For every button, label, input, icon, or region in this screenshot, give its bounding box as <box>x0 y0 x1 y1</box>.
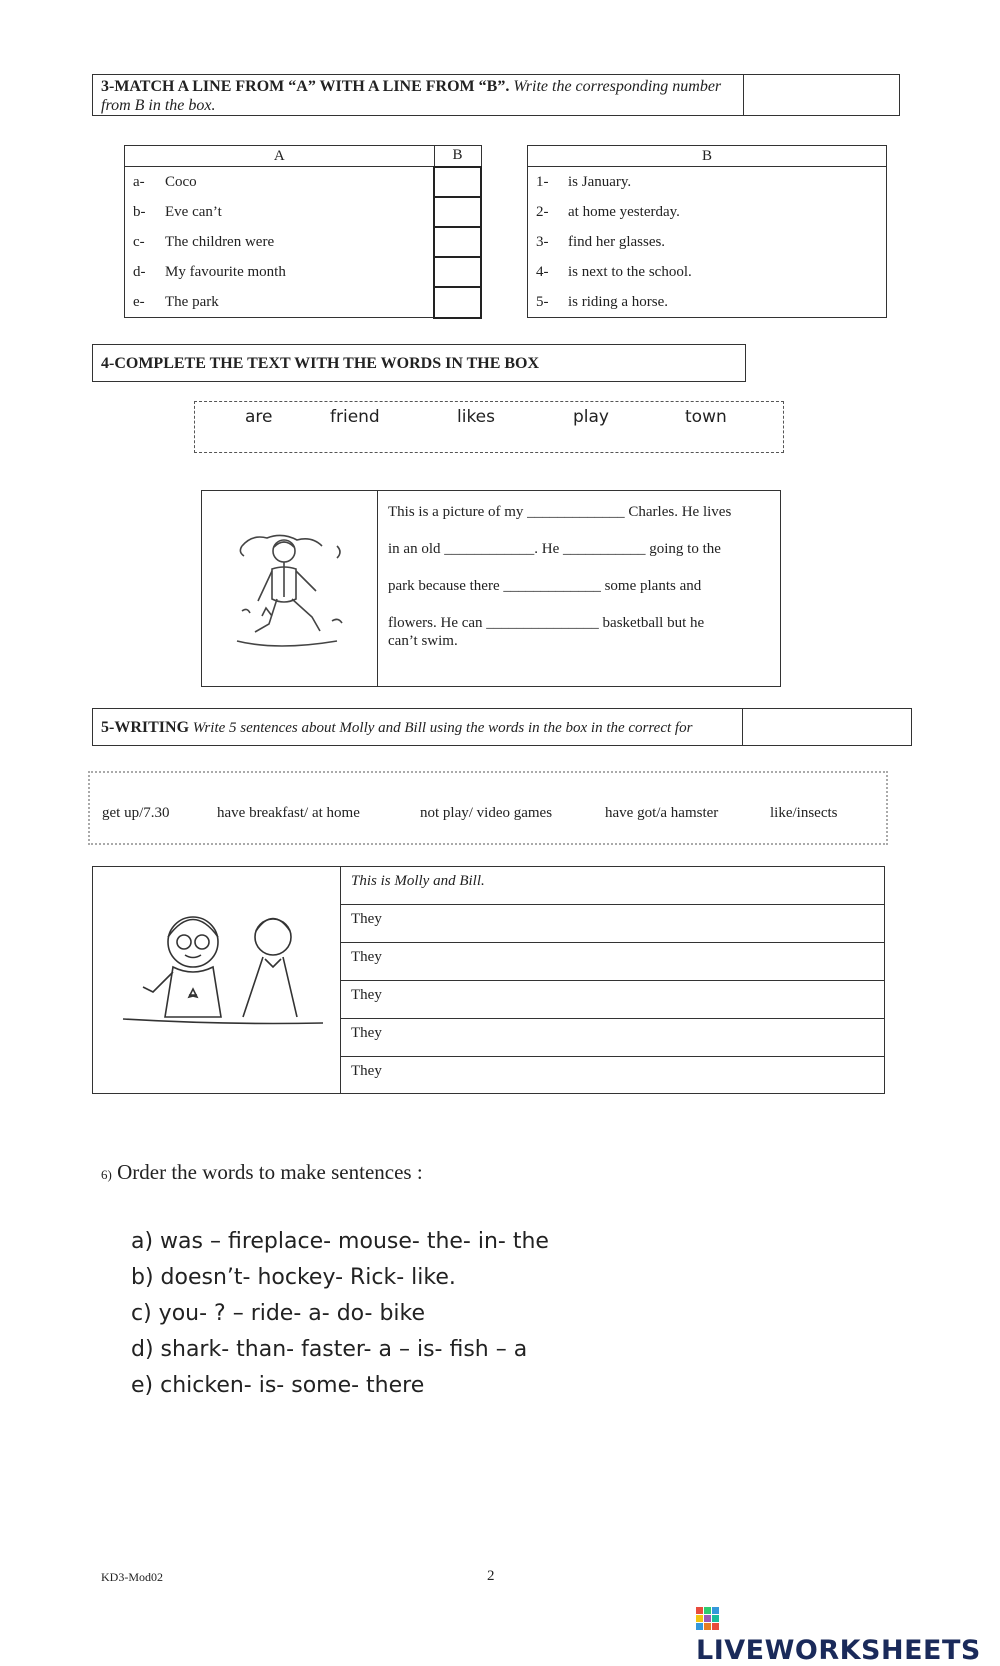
prompt-2: have breakfast/ at home <box>217 805 360 821</box>
text-line-2: in an old ____________. He ___________ going to the <box>388 541 721 557</box>
section5-score-box[interactable] <box>742 709 912 745</box>
item-1-number: 1- <box>536 173 549 190</box>
writing-line-5[interactable]: They <box>351 1063 382 1079</box>
text-line-3: park because there _____________ some plants and <box>388 578 702 594</box>
text-line-1: This is a picture of my _____________ Charles. He lives <box>388 504 732 520</box>
writing-line-intro: This is Molly and Bill. <box>341 867 885 905</box>
prompt-3: not play/ video games <box>420 805 553 821</box>
item-d-text: My favourite month <box>165 263 286 280</box>
charles-picture <box>202 491 378 686</box>
order-item-b: b) doesn’t- hockey- Rick- like. <box>131 1265 456 1290</box>
logo-icon <box>696 1607 720 1631</box>
answer-box-a[interactable] <box>434 167 481 198</box>
item-a-text: Coco <box>164 167 434 198</box>
order-list <box>131 1224 549 1404</box>
section3-title: 3-MATCH A LINE FROM “A” WITH A LINE FROM “B”. Write the corresponding number from B in the box. <box>101 78 722 114</box>
answer-box-c[interactable] <box>434 227 481 257</box>
item-e-letter: e- <box>125 287 165 318</box>
writing-line-1[interactable]: They <box>341 905 885 943</box>
section5-title: 5-WRITING Write 5 sentences about Molly and Bill using the words in the box in the correct for <box>101 719 693 736</box>
text-line-5: can’t swim. <box>388 633 458 649</box>
item-d-letter: d- <box>125 257 165 287</box>
order-item-d: d) shark- than- faster- a – is- fish – a <box>131 1337 528 1362</box>
item-2-number: 2- <box>536 203 549 220</box>
item-5-number: 5- <box>536 293 549 310</box>
item-3-text: find her glasses. <box>568 233 666 250</box>
item-4-number: 4- <box>536 263 549 280</box>
section3-header <box>92 74 900 116</box>
order-item-a: a) was – fireplace- mouse- the- in- the <box>131 1229 549 1254</box>
writing-line-4[interactable]: They <box>341 1019 885 1057</box>
children-icon <box>93 867 339 1093</box>
match-table-a <box>124 145 482 319</box>
molly-and-bill-picture <box>93 867 341 1093</box>
section4-header <box>92 344 746 382</box>
section6-title: 6) Order the words to make sentences : <box>101 1160 423 1184</box>
item-e-text: The park <box>164 287 434 318</box>
word-are: are <box>245 407 273 427</box>
order-item-e: e) chicken- is- some- there <box>131 1373 425 1398</box>
item-c-text: The children were <box>165 233 275 250</box>
item-a-letter: a- <box>125 167 165 198</box>
completion-text <box>388 501 773 667</box>
section3-score-box[interactable] <box>743 75 900 115</box>
word-likes: likes <box>457 407 496 427</box>
word-friend: friend <box>330 407 380 427</box>
word-town: town <box>685 407 727 427</box>
section4-title: 4-COMPLETE THE TEXT WITH THE WORDS IN THE BOX <box>101 355 540 372</box>
answer-box-e[interactable] <box>434 287 481 318</box>
answer-box-b[interactable] <box>434 197 481 227</box>
item-b-letter: b- <box>125 197 165 227</box>
liveworksheets-logo: LIVEWORKSHEETS <box>696 1604 1000 1666</box>
page-number: 2 <box>487 1568 495 1584</box>
writing-line-3[interactable]: They <box>341 981 885 1019</box>
prompt-1: get up/7.30 <box>102 805 170 821</box>
answer-box-d[interactable] <box>434 257 481 287</box>
item-1-text: is January. <box>568 173 632 190</box>
col-b2-header: B <box>528 146 887 167</box>
word-bank <box>194 401 784 453</box>
col-b-header: B <box>434 146 481 167</box>
match-table-b <box>527 145 887 318</box>
prompt-4: have got/a hamster <box>605 805 719 821</box>
item-5-text: is riding a horse. <box>568 293 668 310</box>
item-b-text: Eve can’t <box>165 203 222 220</box>
text-line-4: flowers. He can _______________ basketball but he <box>388 615 705 631</box>
item-4-text: is next to the school. <box>568 263 692 280</box>
word-play: play <box>573 407 609 427</box>
order-item-c: c) you- ? – ride- a- do- bike <box>131 1301 426 1326</box>
item-3-number: 3- <box>536 233 549 250</box>
writing-prompts <box>88 771 888 845</box>
prompt-5: like/insects <box>770 805 838 821</box>
col-a-header: A <box>125 146 435 167</box>
writing-line-2[interactable]: They <box>341 943 885 981</box>
section5-header <box>92 708 912 746</box>
writing-box <box>92 866 885 1094</box>
charles-text-box <box>201 490 781 687</box>
item-2-text: at home yesterday. <box>568 203 680 220</box>
boy-planting-icon <box>202 491 376 686</box>
footer-code: KD3-Mod02 <box>101 1570 163 1584</box>
item-c-letter: c- <box>125 227 165 257</box>
